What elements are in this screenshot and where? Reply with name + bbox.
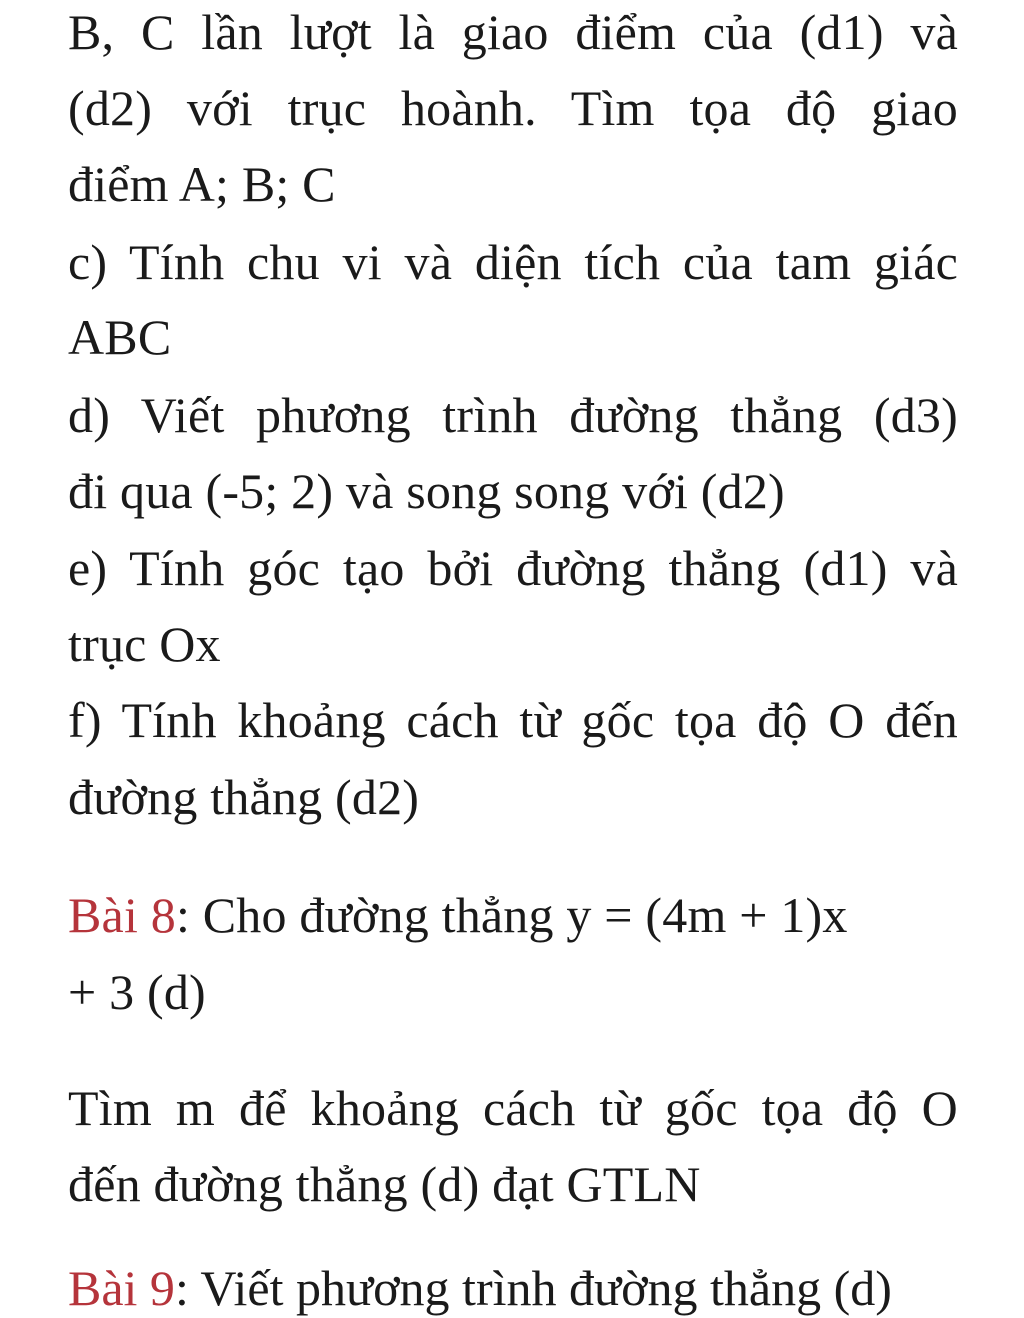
part-b-line-3: điểm A; B; C (68, 156, 336, 212)
part-b-line-1: B, C lần lượt là giao điểm của (d1) và (68, 4, 958, 60)
bai8-label: Bài 8 (68, 887, 176, 943)
part-f-line-1: f) Tính khoảng cách từ gốc tọa độ O đến (68, 692, 958, 748)
bai9-text: : Viết phương trình đường thẳng (d) (174, 1260, 892, 1316)
bai8-line-2: + 3 (d) (68, 964, 206, 1020)
part-c-line-2: ABC (68, 309, 172, 365)
bai8-task-line-1: Tìm m để khoảng cách từ gốc tọa độ O (68, 1080, 958, 1136)
bai9-label: Bài 9 (68, 1260, 175, 1316)
bai8-equation: : Cho đường thẳng y = (4m + 1)x (175, 887, 848, 943)
part-f-line-2: đường thẳng (d2) (68, 769, 420, 825)
part-c-line-1: c) Tính chu vi và diện tích của tam giác (68, 234, 958, 290)
bai8-task-line-2: đến đường thẳng (d) đạt GTLN (68, 1156, 701, 1212)
part-e-line-1: e) Tính góc tạo bởi đường thẳng (d1) và (68, 540, 958, 596)
part-d-line-1: d) Viết phương trình đường thẳng (d3) (68, 387, 958, 443)
part-d-line-2: đi qua (-5; 2) và song song với (d2) (68, 463, 785, 519)
bai8-line-1 (68, 885, 958, 945)
cutoff-line (68, 1244, 958, 1316)
part-e-line-2: trục Ox (68, 616, 221, 672)
cutoff-text (68, 1258, 892, 1318)
part-b-line-2: (d2) với trục hoành. Tìm tọa độ giao (68, 80, 958, 136)
